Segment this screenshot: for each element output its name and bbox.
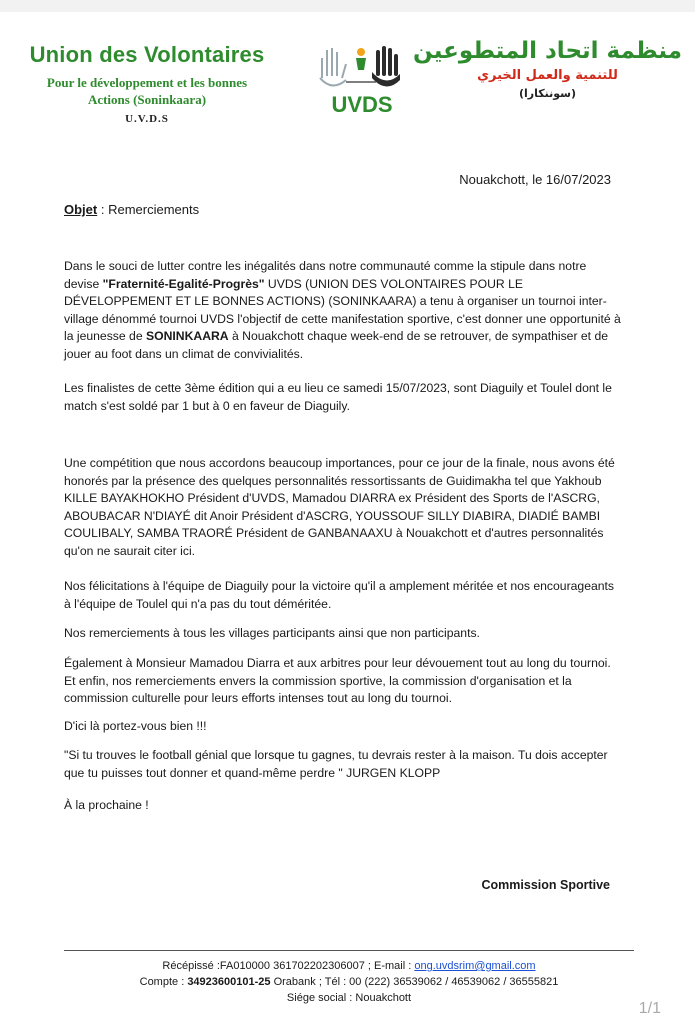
letter-subject [64,202,199,217]
subject-text: : Remerciements [97,202,200,217]
footer [64,958,634,1006]
page-indicator: 1/1 [638,1000,661,1017]
logo-hands-icon [316,38,408,116]
org-block-fr [8,42,286,125]
org-block-ar [410,38,685,100]
congratulations-text: Nos félicitations à l'équipe de Diaguily pour la victoire qu'il a amplement méritée et nos encourageants à l'équipe de Toulel qui n'a pas du tout déméritée. [64,579,615,611]
guests-text: Une compétition que nous accordons beaucoup importances, pour ce jour de la finale, nous avons été honorés par la présence des quelques personnalités ressortissants de Guidimakha tel que Yakhoub KILLE BAYAKHOKHO Président d'UVDS, Mamadou DIARRA ex Président des Sports de l'ASCRG, ABOUBACAR N'DIAYÉ dit Anoir Président d'ASCRG, YOUSSOUF SILLY DIABIRA, DIADIÉ BAMBI COULIBALY, SAMBA TRAORÉ Président de GANBANAAXU à Nouakchott et d'autres personnalités qu'on ne saurait citer ici. [64,456,615,558]
thanks-villages-text: Nos remerciements à tous les villages participants ainsi que non participants. [64,626,480,640]
paragraph-farewell [64,718,624,736]
intro-part-c: à Nouakchott chaque week-end de se retrouver, de sympathiser et de jouer au foot dans un climat de convivialités. [64,329,608,361]
uvds-logo [316,38,408,116]
footer-account-number: 34923600101-25 [187,976,271,988]
intro-part-a: Dans le souci de lutter contre les inégalités dans notre communauté comme la stipule dans notre devise [64,259,587,291]
org-subtitle-fr-line1: Pour le développement et les bonnes [46,75,248,90]
subject-label: Objet [64,202,98,217]
intro-motto: "Fraternité-Egalité-Progrès" [102,276,265,291]
paragraph-closing [64,797,624,815]
org-subtitle-fr-line2: Actions (Soninkaara) [87,92,207,107]
footer-phones: Orabank ; Tél : 00 (222) 36539062 / 46539062 / 36555821 [270,976,559,988]
closing-text: À la prochaine ! [64,798,149,812]
logo-text: UVDS [331,92,393,116]
intro-soninkaara: SONINKAARA [146,329,229,344]
org-name-fr: Union des Volontaires [29,42,265,67]
intro-part-b: UVDS (UNION DES VOLONTAIRES POUR LE DÉVELOPPEMENT ET LE BONNES ACTIONS) (SONINKAARA) a tenu à organiser un tournoi inter-village dénommé tournoi UVDS l'objectif de cette manifestation sportive, c'est donner une opportunité à la jeunesse de [64,276,621,344]
paragraph-thanks-villages [64,625,624,643]
paragraph-guests [64,455,624,561]
paragraph-thanks-commissions [64,655,624,708]
viewer-top-bar [0,0,695,12]
finalists-text: Les finalistes de cette 3ème édition qui a eu lieu ce samedi 15/07/2023, sont Diaguily et Toulel dont le match s'est soldé par 1 but à 0 en faveur de Diaguily. [64,381,612,413]
farewell-text: D'ici là portez-vous bien !!! [64,719,207,733]
paragraph-finalists [64,380,624,415]
paragraph-congratulations [64,578,624,613]
paragraph-quote [64,747,624,782]
org-subtitle-ar: للتنمية والعمل الخيري [477,68,618,83]
org-subtitle-fr [8,74,286,108]
footer-line3: Siége social : Nouakchott [286,992,412,1004]
footer-account-label: Compte : [139,976,188,988]
footer-email-link[interactable]: ong.uvdsrim@gmail.com [414,960,536,972]
org-paren-ar: (سوننكارا) [518,87,577,100]
paragraph-intro [64,258,624,364]
letterhead [0,12,695,142]
org-name-ar: منظمة اتحاد المتطوعين [413,38,682,64]
letter-date: Nouakchott, le 16/07/2023 [459,172,611,187]
footer-line1 [64,958,634,974]
footer-receipt: Récépissé :FA010000 361702202306007 ; E-mail : [162,960,415,972]
quote-text: "Si tu trouves le football génial que lorsque tu gagnes, tu devrais rester à la maison. Tu dois accepter que tu puisses tout donner et quand-même perdre " JURGEN KLOPP [64,748,608,780]
thanks-commissions-text: Également à Monsieur Mamadou Diarra et aux arbitres pour leur dévouement tout au long du tournoi. Et enfin, nos remerciements envers la commission sportive, la commission d'organisation et la commission culturelle pour leurs efforts intenses tout au long du tournoi. [64,656,611,706]
org-abbr: U.V.D.S [125,113,169,125]
footer-divider [64,950,634,951]
signature: Commission Sportive [481,878,610,892]
footer-line2 [64,974,634,990]
